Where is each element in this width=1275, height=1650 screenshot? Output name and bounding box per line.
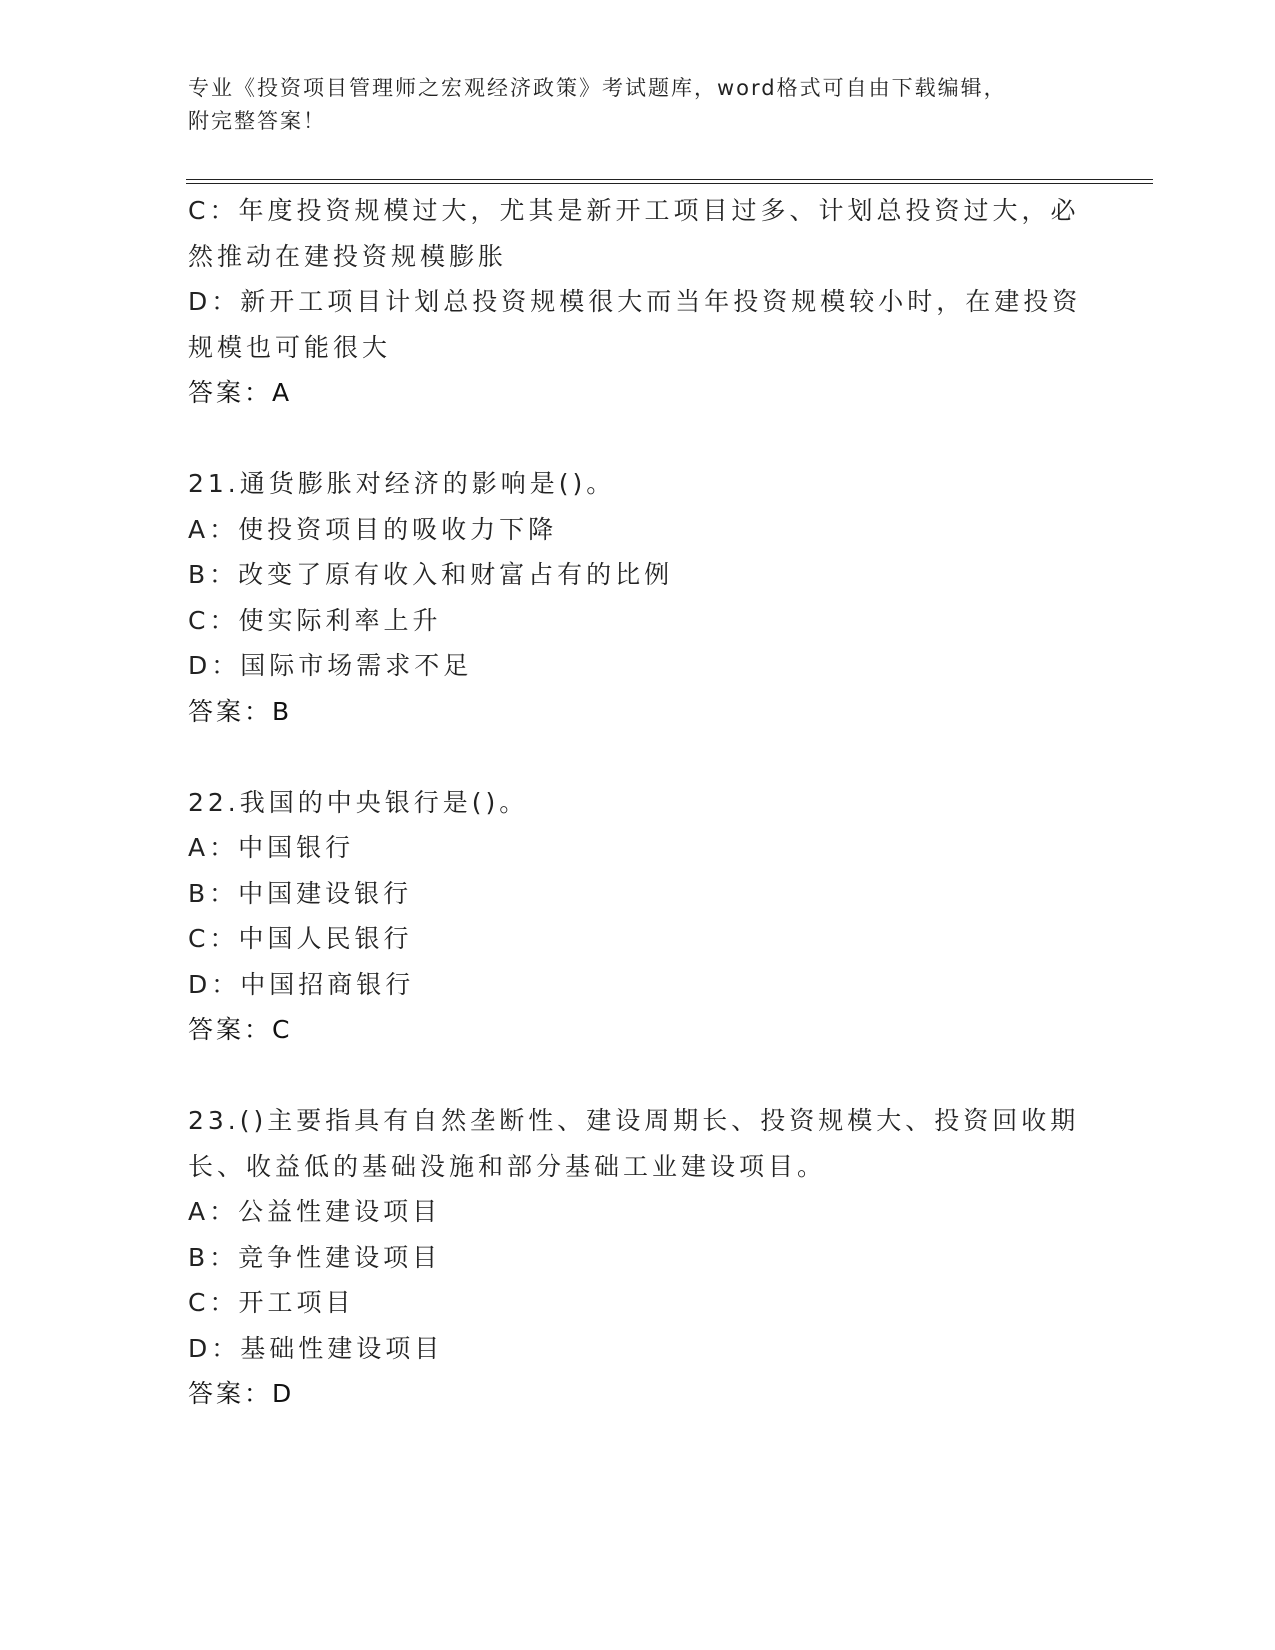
option-c-line-1: C：年度投资规模过大，尤其是新开工项目过多、计划总投资过大，必 — [188, 196, 1080, 225]
option-d-line-1: D：新开工项目计划总投资规模很大而当年投资规模较小时，在建投资 — [188, 287, 1082, 316]
question-21-block — [188, 461, 1088, 734]
option-d-line-2: 规模也可能很大 — [188, 332, 392, 362]
header-rule-bottom — [186, 183, 1153, 184]
header-line-2: 附完整答案！ — [188, 109, 326, 133]
answer: 答案：D — [188, 1379, 295, 1408]
option-d: D：中国招商银行 — [188, 969, 415, 999]
question-text-line-2: 长、收益低的基础没施和部分基础工业建设项目。 — [188, 1151, 827, 1181]
question-list — [188, 188, 1088, 1417]
option-b: B：改变了原有收入和财富占有的比例 — [188, 560, 674, 589]
spacer — [188, 1053, 1088, 1099]
option-c: C：中国人民银行 — [188, 924, 413, 953]
question-text-line-1: 23.()主要指具有自然垄断性、建设周期长、投资规模大、投资回收期 — [188, 1106, 1080, 1135]
question-text: 21.通货膨胀对经济的影响是()。 — [188, 469, 616, 498]
answer: 答案：B — [188, 696, 293, 726]
option-a: A：使投资项目的吸收力下降 — [188, 514, 558, 544]
answer: 答案：A — [188, 378, 293, 407]
document-header — [188, 72, 1068, 138]
question-22-block — [188, 780, 1088, 1053]
option-c-line-2: 然推动在建投资规模膨胀 — [188, 241, 508, 271]
spacer — [188, 416, 1088, 462]
answer: 答案：C — [188, 1015, 293, 1044]
option-b: B：中国建设银行 — [188, 878, 413, 908]
option-b: B：竞争性建设项目 — [188, 1242, 442, 1272]
option-d: D：国际市场需求不足 — [188, 651, 473, 680]
header-line-1: 专业《投资项目管理师之宏观经济政策》考试题库，word格式可自由下载编辑， — [188, 76, 1007, 100]
option-c: C：使实际利率上升 — [188, 605, 442, 635]
prev-question-block — [188, 188, 1088, 416]
option-c: C：开工项目 — [188, 1288, 355, 1317]
header-rule-top — [186, 179, 1153, 180]
option-a: A：中国银行 — [188, 833, 355, 862]
question-text: 22.我国的中央银行是()。 — [188, 787, 529, 817]
question-23-block — [188, 1098, 1088, 1417]
spacer — [188, 734, 1088, 780]
option-a: A：公益性建设项目 — [188, 1197, 442, 1226]
option-d: D：基础性建设项目 — [188, 1333, 444, 1363]
